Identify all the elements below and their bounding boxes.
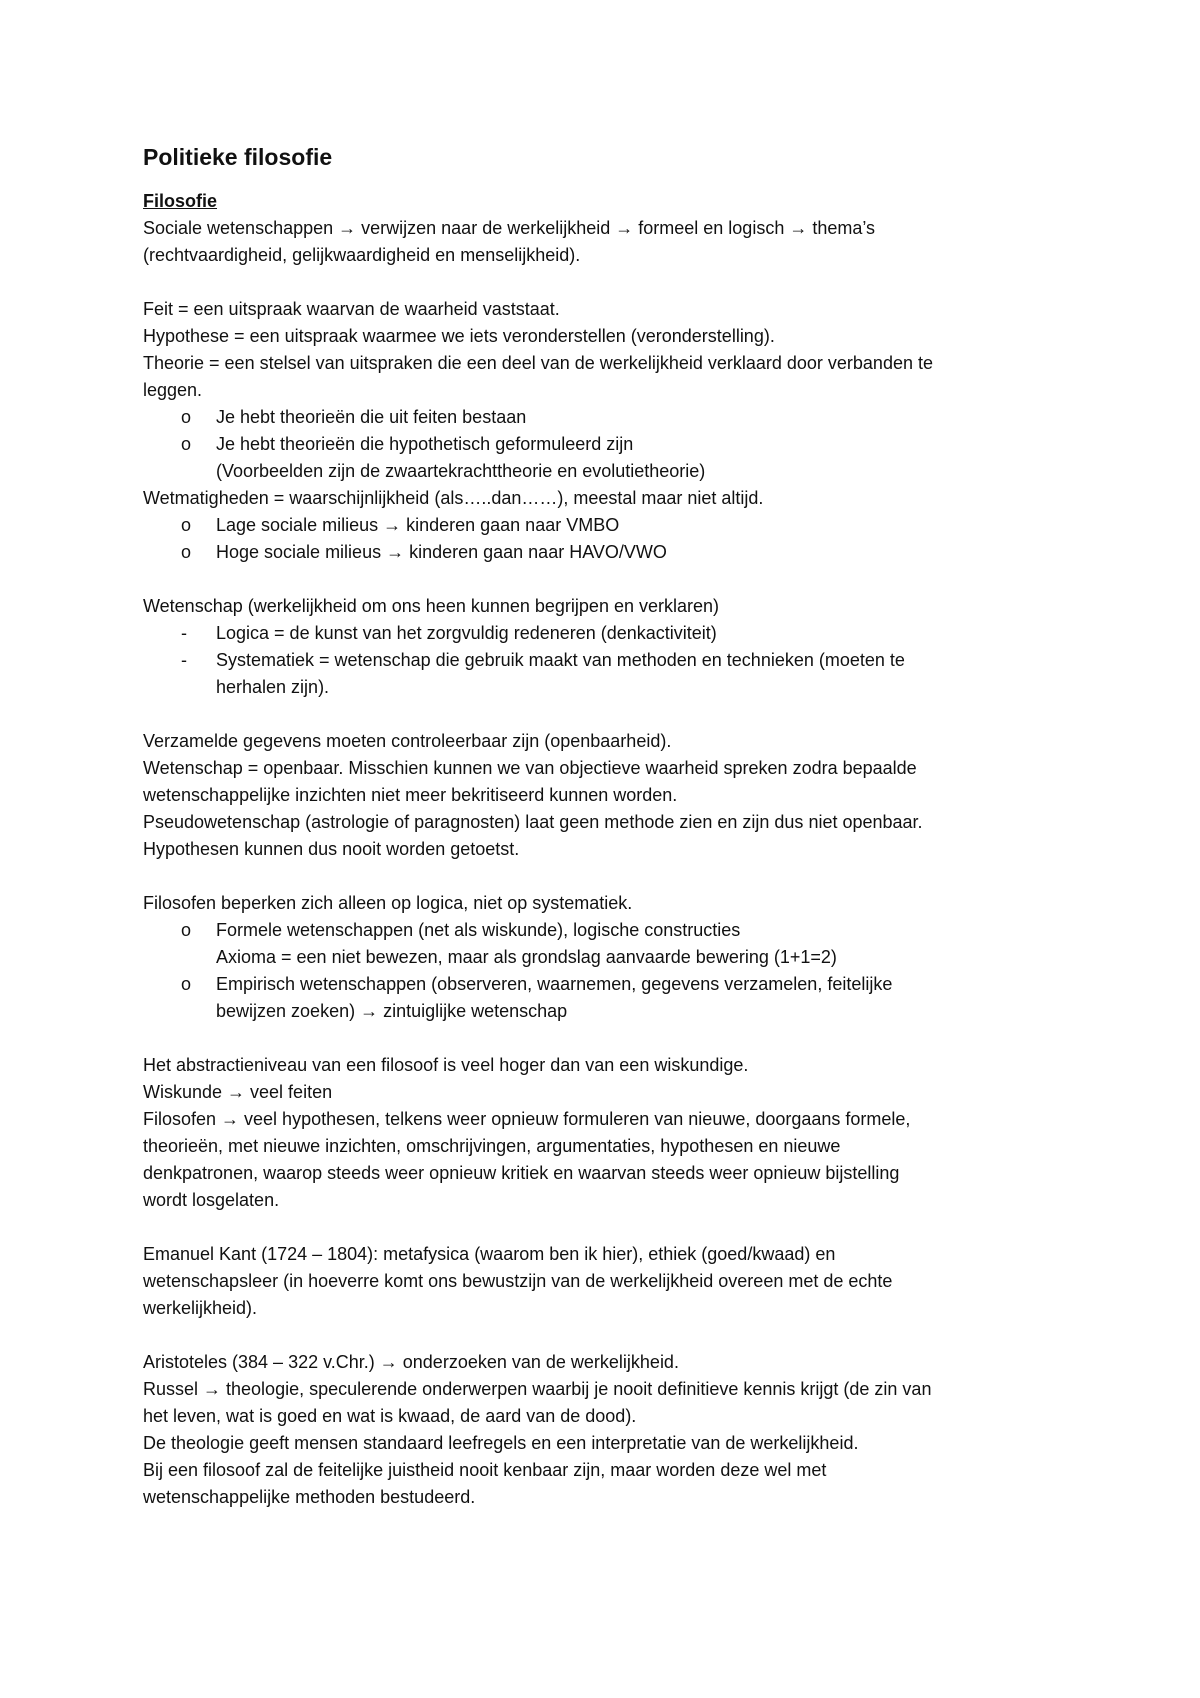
text-line: werkelijkheid). [143, 1298, 258, 1318]
definition-theorie-cont: leggen. [143, 380, 203, 400]
text-line: wetenschappelijke inzichten niet meer bekritiseerd kunnen worden. [143, 785, 678, 805]
list-item-text: Hoge sociale milieus → kinderen gaan naar HAVO/VWO [216, 542, 667, 562]
circle-bullet: o [181, 515, 192, 535]
list-item-text: Lage sociale milieus → kinderen gaan naar VMBO [216, 515, 620, 535]
text-line: Aristoteles (384 – 322 v.Chr.) → onderzoeken van de werkelijkheid. [143, 1352, 679, 1372]
text-line: Filosofen → veel hypothesen, telkens weer opnieuw formuleren van nieuwe, doorgaans formele, [143, 1109, 911, 1129]
list-item-text: Je hebt theorieën die uit feiten bestaan [216, 407, 527, 427]
list-item [143, 431, 1073, 458]
text-line: Russel → theologie, speculerende onderwerpen waarbij je nooit definitieve kennis krijgt (de zin van [143, 1379, 932, 1399]
text-line: Het abstractieniveau van een filosoof is veel hoger dan van een wiskundige. [143, 1055, 749, 1075]
circle-bullet: o [181, 542, 192, 562]
list-item [143, 647, 1073, 674]
list-item [143, 620, 1073, 647]
text-line: Sociale wetenschappen → verwijzen naar de werkelijkheid → formeel en logisch → thema’s [143, 218, 876, 238]
text-line: Wiskunde → veel feiten [143, 1082, 333, 1102]
list-item [143, 971, 1073, 998]
document-title: Politieke filosofie [143, 144, 333, 170]
text-line: Emanuel Kant (1724 – 1804): metafysica (waarom ben ik hier), ethiek (goed/kwaad) en [143, 1244, 836, 1264]
paragraph-gap [143, 269, 1073, 296]
circle-bullet: o [181, 974, 192, 994]
list-item [143, 917, 1073, 944]
circle-bullet: o [181, 407, 192, 427]
text-line: wetenschapsleer (in hoeverre komt ons bewustzijn van de werkelijkheid overeen met de echte [143, 1271, 893, 1291]
text-line: De theologie geeft mensen standaard leefregels en een interpretatie van de werkelijkheid. [143, 1433, 859, 1453]
text-line: het leven, wat is goed en wat is kwaad, de aard van de dood). [143, 1406, 637, 1426]
section-heading-filosofie: Filosofie [143, 191, 218, 211]
text-line: denkpatronen, waarop steeds weer opnieuw kritiek en waarvan steeds weer opnieuw bijstelling [143, 1163, 900, 1183]
circle-bullet: o [181, 434, 192, 454]
dash-bullet: - [181, 650, 187, 670]
list-item-continuation: bewijzen zoeken) → zintuiglijke wetenschap [216, 1001, 568, 1021]
list-item [143, 512, 1073, 539]
paragraph-gap [143, 1025, 1073, 1052]
paragraph-gap [143, 863, 1073, 890]
list-item-text: Systematiek = wetenschap die gebruik maakt van methoden en technieken (moeten te [216, 650, 905, 670]
list-item-text: Logica = de kunst van het zorgvuldig redeneren (denkactiviteit) [216, 623, 717, 643]
text-line: Verzamelde gegevens moeten controleerbaar zijn (openbaarheid). [143, 731, 672, 751]
list-item [143, 404, 1073, 431]
dash-bullet: - [181, 623, 187, 643]
paragraph-gap [143, 701, 1073, 728]
text-line: Filosofen beperken zich alleen op logica, niet op systematiek. [143, 893, 633, 913]
list-item-text: Formele wetenschappen (net als wiskunde), logische constructies [216, 920, 741, 940]
list-item-continuation: (Voorbeelden zijn de zwaartekrachttheorie en evolutietheorie) [216, 461, 706, 481]
text-line: wetenschappelijke methoden bestudeerd. [143, 1487, 476, 1507]
text-line: Bij een filosoof zal de feitelijke juistheid nooit kenbaar zijn, maar worden deze wel met [143, 1460, 827, 1480]
list-item-continuation: Axioma = een niet bewezen, maar als grondslag aanvaarde bewering (1+1=2) [216, 947, 837, 967]
list-item [143, 539, 1073, 566]
circle-bullet: o [181, 920, 192, 940]
paragraph-gap [143, 566, 1073, 593]
list-item-continuation: herhalen zijn). [216, 677, 330, 697]
text-line: Pseudowetenschap (astrologie of paragnosten) laat geen methode zien en zijn dus niet openbaar. [143, 812, 923, 832]
definition-theorie: Theorie = een stelsel van uitspraken die een deel van de werkelijkheid verklaard door verbanden te [143, 353, 933, 373]
text-line: Wetenschap = openbaar. Misschien kunnen we van objectieve waarheid spreken zodra bepaalde [143, 758, 917, 778]
paragraph-gap [143, 1214, 1073, 1241]
text-line: Wetenschap (werkelijkheid om ons heen kunnen begrijpen en verklaren) [143, 596, 719, 616]
text-line: (rechtvaardigheid, gelijkwaardigheid en menselijkheid). [143, 245, 581, 265]
list-item-text: Empirisch wetenschappen (observeren, waarnemen, gegevens verzamelen, feitelijke [216, 974, 893, 994]
text-line: Hypothesen kunnen dus nooit worden getoetst. [143, 839, 520, 859]
document-page [143, 142, 1073, 1511]
text-line: theorieën, met nieuwe inzichten, omschrijvingen, argumentaties, hypothesen en nieuwe [143, 1136, 841, 1156]
definition-hypothese: Hypothese = een uitspraak waarmee we iets veronderstellen (veronderstelling). [143, 326, 775, 346]
text-line: wordt losgelaten. [143, 1190, 280, 1210]
paragraph-gap [143, 1322, 1073, 1349]
definition-wetmatigheden: Wetmatigheden = waarschijnlijkheid (als…..dan……), meestal maar niet altijd. [143, 488, 764, 508]
definition-feit: Feit = een uitspraak waarvan de waarheid vaststaat. [143, 299, 560, 319]
list-item-text: Je hebt theorieën die hypothetisch geformuleerd zijn [216, 434, 634, 454]
